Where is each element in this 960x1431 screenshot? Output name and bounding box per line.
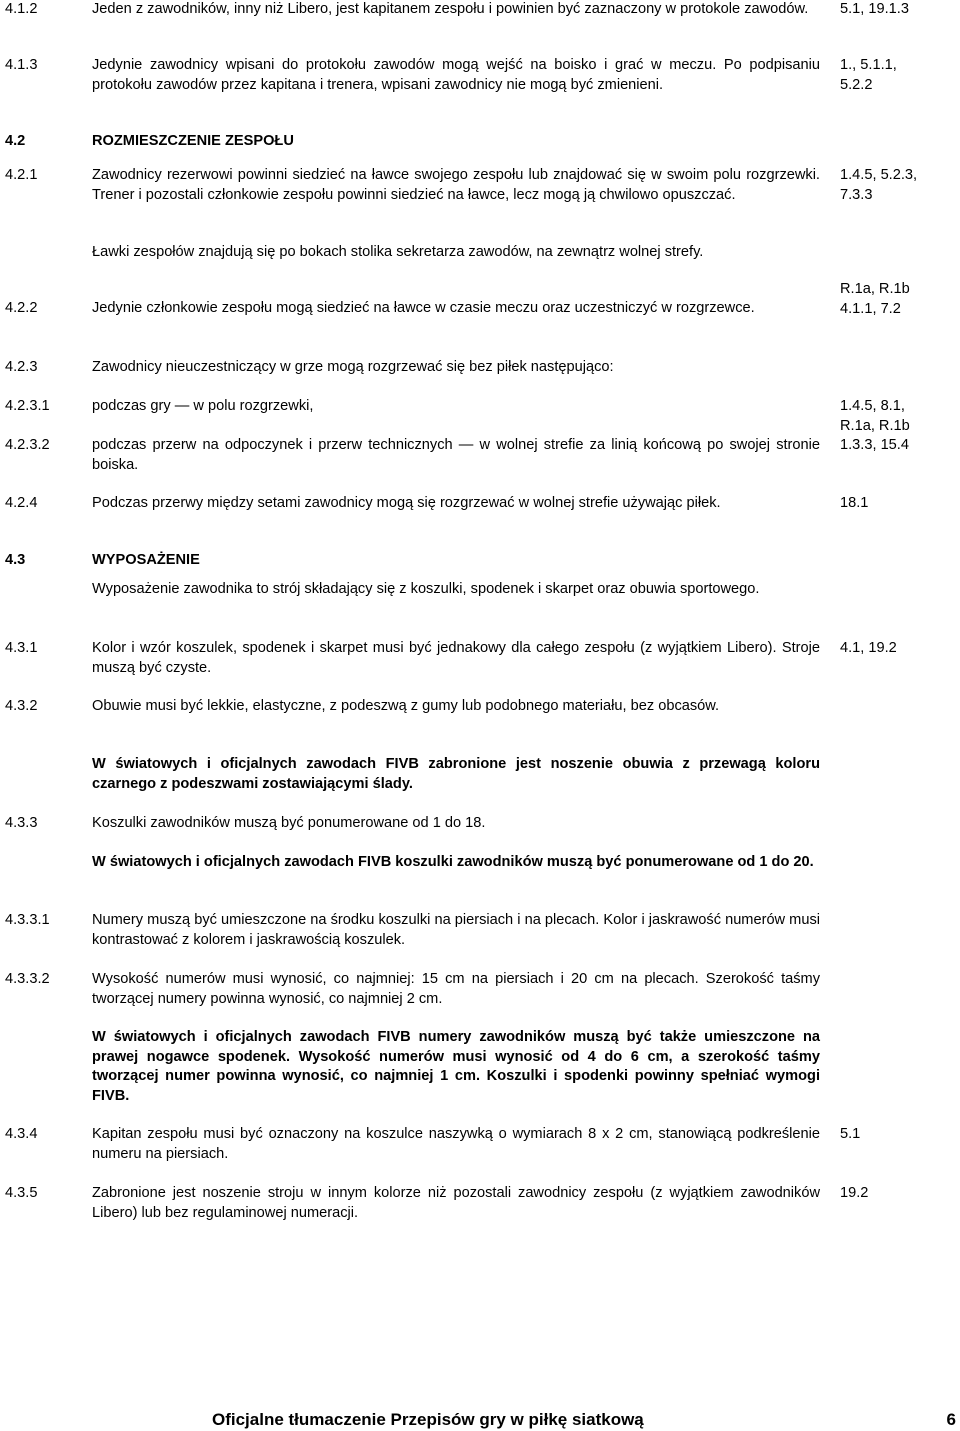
rule-text: podczas przerw na odpoczynek i przerw technicznych — w wolnej strefie za linią końcową po swojej stronie boiska. <box>92 437 820 473</box>
rule-text: Jedynie zawodnicy wpisani do protokołu zawodów mogą wejść na boisko i grać w meczu. Po podpisaniu protokołu zawodów przez kapitana i trenera, wpisani zawodnicy nie mogą być zmienieni. <box>92 57 820 93</box>
rule-reference: R.1a, R.1b 4.1.1, 7.2 <box>840 281 910 317</box>
rule-number: 4.2.3.2 <box>5 437 50 453</box>
fivb-note: W światowych i oficjalnych zawodach FIVB koszulki zawodników muszą być ponumerowane od 1 do 20. <box>92 854 814 870</box>
rule-number: 4.2.3.1 <box>5 398 50 414</box>
rule-text: Obuwie musi być lekkie, elastyczne, z podeszwą z gumy lub podobnego materiału, bez obcasów. <box>92 698 720 714</box>
rule-number: 4.3.4 <box>5 1126 38 1142</box>
section-heading: WYPOSAŻENIE <box>92 552 200 568</box>
rule-text: Podczas przerwy między setami zawodnicy mogą się rozgrzewać w wolnej strefie używając piłek. <box>92 495 721 511</box>
rule-text: Kolor i wzór koszulek, spodenek i skarpet musi być jednakowy dla całego zespołu (z wyjątkiem Libero). Stroje muszą być czyste. <box>92 640 820 676</box>
rule-text: podczas gry — w polu rozgrzewki, <box>92 398 314 414</box>
rule-reference: 4.1, 19.2 <box>840 640 897 656</box>
rule-text: Ławki zespołów znajdują się po bokach stolika sekretarza zawodów, na zewnątrz wolnej strefy. <box>92 244 704 260</box>
rule-text: Numery muszą być umieszczone na środku koszulki na piersiach i na plecach. Kolor i jaskrawość numerów musi kontrastować z kolorem i jaskrawością koszulek. <box>92 912 820 948</box>
rule-reference: 1.3.3, 15.4 <box>840 437 909 453</box>
rule-text: Jeden z zawodników, inny niż Libero, jest kapitanem zespołu i powinien być zaznaczony w protokole zawodów. <box>92 1 809 17</box>
rule-number: 4.2.1 <box>5 167 38 183</box>
rule-text: Wysokość numerów musi wynosić, co najmniej: 15 cm na piersiach i 20 cm na plecach. Szerokość taśmy tworzącej numery powinna wynosić, co najmniej 2 cm. <box>92 971 820 1007</box>
footer-title: Oficjalne tłumaczenie Przepisów gry w piłkę siatkową <box>212 1410 644 1429</box>
rule-reference: 1.4.5, 8.1, R.1a, R.1b <box>840 398 910 434</box>
rule-number: 4.1.2 <box>5 1 38 17</box>
rule-text: Wyposażenie zawodnika to strój składający się z koszulki, spodenek i skarpet oraz obuwia sportowego. <box>92 581 760 597</box>
rule-number: 4.3.3 <box>5 815 38 831</box>
rule-number: 4.3.3.2 <box>5 971 50 987</box>
rule-reference: 19.2 <box>840 1185 869 1201</box>
fivb-note: W światowych i oficjalnych zawodach FIVB zabronione jest noszenie obuwia z przewagą koloru czarnego z podeszwami zostawiającymi ślady. <box>92 756 820 792</box>
page-number: 6 <box>946 1410 956 1429</box>
rule-text: Jedynie członkowie zespołu mogą siedzieć na ławce w czasie meczu oraz uczestniczyć w rozgrzewce. <box>92 300 755 316</box>
fivb-note: W światowych i oficjalnych zawodach FIVB numery zawodników muszą być także umieszczone na prawej nogawce spodenek. Wysokość numerów musi wynosić od 4 do 6 cm, a szerokość taśmy tworzącej numer powinna wynosić, co najmniej 1 cm. Koszulki i spodenki powinny spełniać wymogi FIVB. <box>92 1029 820 1104</box>
rule-text: Koszulki zawodników muszą być ponumerowane od 1 do 18. <box>92 815 486 831</box>
section-number: 4.2 <box>5 133 26 149</box>
rule-reference: 1.4.5, 5.2.3, 7.3.3 <box>840 167 918 203</box>
rule-number: 4.3.1 <box>5 640 38 656</box>
rule-reference: 1., 5.1.1, 5.2.2 <box>840 57 897 93</box>
rule-number: 4.3.2 <box>5 698 38 714</box>
rule-reference: 5.1, 19.1.3 <box>840 1 909 17</box>
rule-text: Zawodnicy rezerwowi powinni siedzieć na ławce swojego zespołu lub znajdować się w swoim polu rozgrzewki. Trener i pozostali członkowie zespołu powinni siedzieć na ławce, lecz mogą ją chwilowo opuszczać. <box>92 167 820 203</box>
rule-text: Zabronione jest noszenie stroju w innym kolorze niż pozostali zawodnicy zespołu (z wyjątkiem zawodników Libero) lub bez regulaminowej numeracji. <box>92 1185 820 1221</box>
rule-text: Kapitan zespołu musi być oznaczony na koszulce naszywką o wymiarach 8 x 2 cm, stanowiącą podkreślenie numeru na piersiach. <box>92 1126 820 1162</box>
rule-reference: 5.1 <box>840 1126 861 1142</box>
rule-number: 4.1.3 <box>5 57 38 73</box>
section-number: 4.3 <box>5 552 26 568</box>
rule-number: 4.2.2 <box>5 300 38 316</box>
rule-number: 4.3.5 <box>5 1185 38 1201</box>
rule-text: Zawodnicy nieuczestniczący w grze mogą rozgrzewać się bez piłek następująco: <box>92 359 614 375</box>
rule-number: 4.2.3 <box>5 359 38 375</box>
rule-number: 4.3.3.1 <box>5 912 50 928</box>
rule-number: 4.2.4 <box>5 495 38 511</box>
rule-reference: 18.1 <box>840 495 869 511</box>
section-heading: ROZMIESZCZENIE ZESPOŁU <box>92 133 294 149</box>
